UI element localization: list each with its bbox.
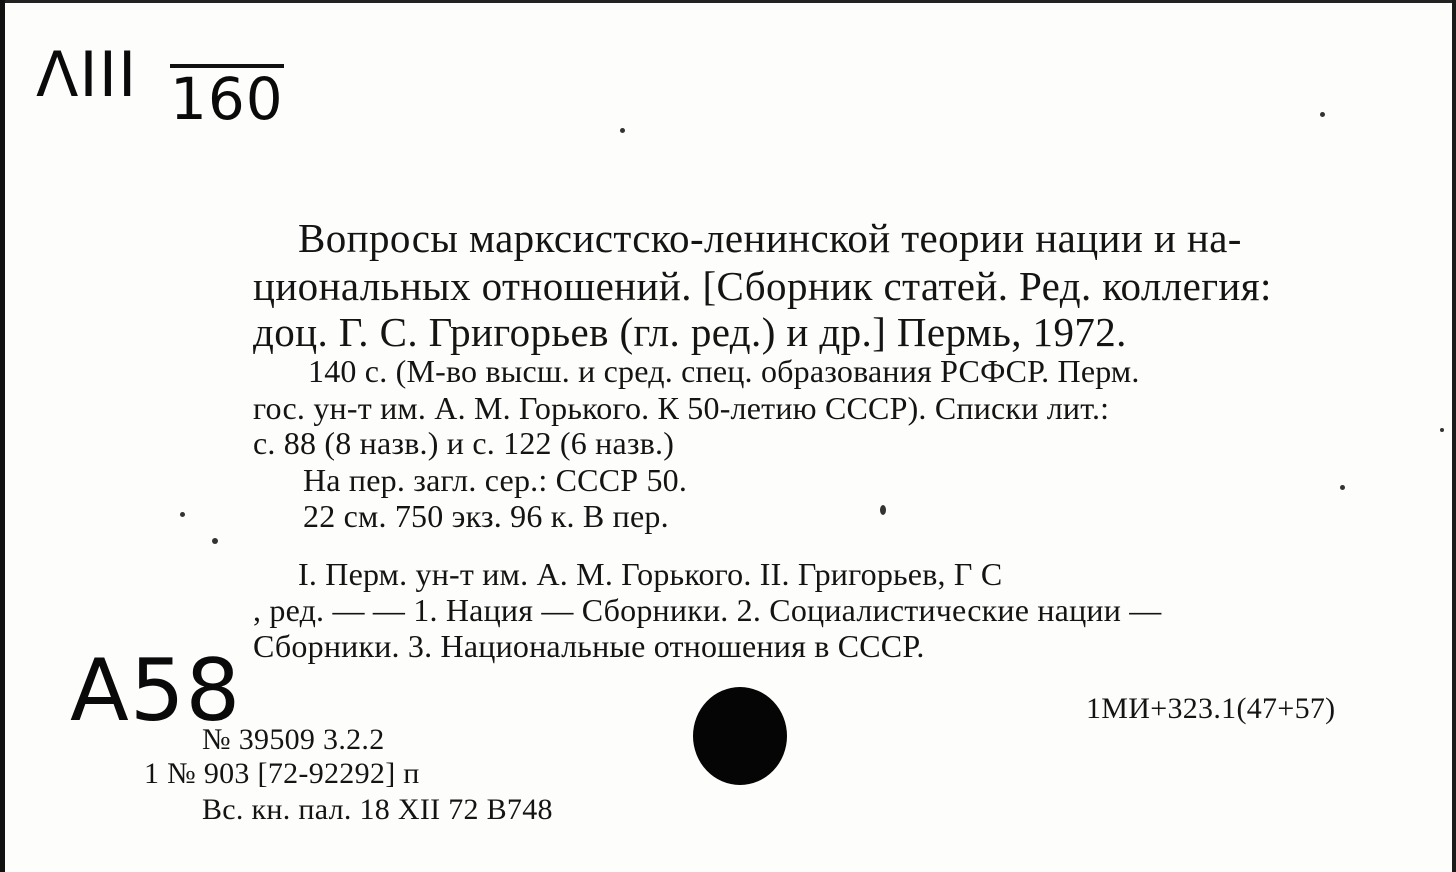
description-line: с. 88 (8 назв.) и с. 122 (6 назв.) xyxy=(253,425,675,461)
ink-speck xyxy=(1440,428,1444,432)
description-line: гос. ун-т им. А. М. Горького. К 50-летию СССР). Списки лит.: xyxy=(253,390,1110,426)
title-line: циональных отношений. [Сборник статей. Ред. коллегия: xyxy=(253,263,1272,309)
description-line: На пер. загл. сер.: СССР 50. xyxy=(303,462,688,498)
shelf-mark-number: 160 xyxy=(170,65,284,133)
ink-speck xyxy=(880,505,886,515)
classification-code: 1МИ+323.1(47+57) xyxy=(1086,692,1336,725)
description-line: 140 с. (М-во высш. и сред. спец. образования РСФСР. Перм. xyxy=(308,353,1140,389)
title-line: доц. Г. С. Григорьев (гл. ред.) и др.] Пермь, 1972. xyxy=(253,309,1127,355)
punch-hole xyxy=(693,687,787,785)
subject-line: I. Перм. ун-т им. А. М. Горького. II. Григорьев, Г С xyxy=(298,556,1003,592)
author-mark: A58 xyxy=(70,641,242,741)
acquisition-line: Вс. кн. пал. 18 XII 72 B748 xyxy=(202,793,553,826)
acquisition-line: 1 № 903 [72-92292] п xyxy=(144,757,420,790)
shelf-mark-top: ΛIII xyxy=(36,38,138,111)
subject-line: Сборники. 3. Национальные отношения в СССР. xyxy=(253,628,925,664)
card-right-edge xyxy=(1452,0,1456,872)
card-left-edge xyxy=(0,0,5,872)
subject-line: , ред. — — 1. Нация — Сборники. 2. Социалистические нации — xyxy=(253,592,1162,628)
title-line: Вопросы марксистско-ленинской теории нации и на- xyxy=(298,215,1242,261)
ink-speck xyxy=(620,128,625,133)
acquisition-line: № 39509 3.2.2 xyxy=(202,723,385,756)
card-top-edge xyxy=(0,0,1456,3)
description-line: 22 см. 750 экз. 96 к. В пер. xyxy=(303,498,669,534)
ink-speck xyxy=(212,538,218,544)
ink-speck xyxy=(1320,112,1325,117)
ink-speck xyxy=(180,512,185,517)
ink-speck xyxy=(1340,485,1345,490)
